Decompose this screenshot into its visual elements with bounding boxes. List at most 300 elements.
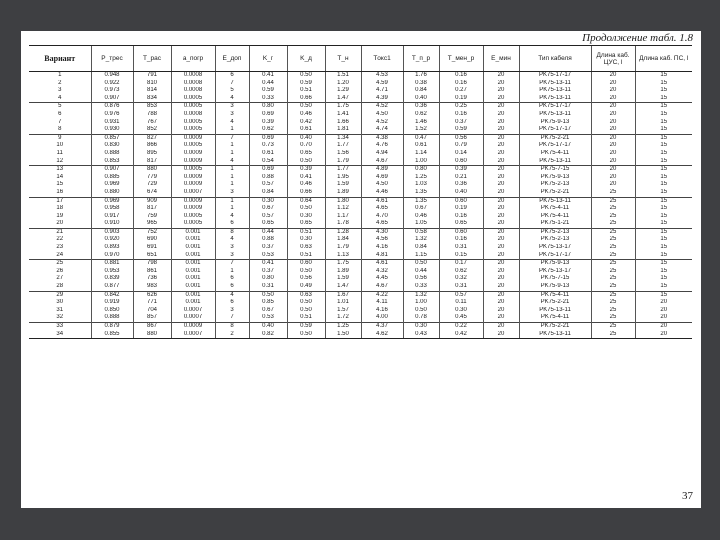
table-cell: 0.917 bbox=[91, 213, 133, 221]
table-cell: 1 bbox=[215, 126, 249, 134]
table-cell: PK75-4-11 bbox=[519, 213, 591, 221]
table-cell: 15 bbox=[635, 142, 692, 150]
table-cell: 0.33 bbox=[403, 283, 439, 291]
table-cell: 20 bbox=[483, 323, 519, 331]
table-cell: 0.001 bbox=[171, 299, 215, 307]
table-cell: 20 bbox=[635, 323, 692, 331]
table-cell: 0.888 bbox=[91, 314, 133, 322]
table-row bbox=[29, 166, 692, 174]
table-cell: 0.0005 bbox=[171, 95, 215, 103]
table-cell: 0.56 bbox=[439, 134, 483, 142]
table-cell: 28 bbox=[56, 283, 64, 290]
table-cell: 0.62 bbox=[403, 111, 439, 119]
table-row bbox=[29, 236, 692, 244]
table-cell: PK75-4-11 bbox=[519, 314, 591, 322]
table-cell: 15 bbox=[635, 189, 692, 197]
table-cell: 20 bbox=[591, 72, 635, 80]
table-cell: 6 bbox=[215, 72, 249, 80]
table-cell: 20 bbox=[635, 307, 692, 315]
table-cell: 20 bbox=[591, 87, 635, 95]
table-cell: 8 bbox=[215, 323, 249, 331]
table-cell: 0.50 bbox=[403, 260, 439, 268]
table-cell: 1.79 bbox=[325, 158, 361, 166]
table-cell: 20 bbox=[635, 331, 692, 339]
column-header: T_рас bbox=[133, 46, 171, 72]
table-cell: 0.82 bbox=[249, 331, 287, 339]
table-cell: 1.51 bbox=[325, 72, 361, 80]
table-cell: 0.14 bbox=[439, 150, 483, 158]
table-cell: 0.69 bbox=[249, 166, 287, 174]
table-cell: 20 bbox=[591, 80, 635, 88]
table-cell: 0.0009 bbox=[171, 205, 215, 213]
table-row bbox=[29, 134, 692, 142]
table-cell: 4.45 bbox=[361, 275, 403, 283]
table-cell: 0.16 bbox=[439, 72, 483, 80]
table-cell: 3 bbox=[215, 103, 249, 111]
table-cell: 0.953 bbox=[91, 268, 133, 276]
table-cell: 25 bbox=[591, 189, 635, 197]
table-cell: 4.11 bbox=[361, 299, 403, 307]
table-cell: 3 bbox=[215, 111, 249, 119]
table-cell: 0.51 bbox=[287, 252, 325, 260]
table-cell: 0.84 bbox=[249, 189, 287, 197]
table-cell: 866 bbox=[133, 142, 171, 150]
table-cell: 3 bbox=[58, 87, 62, 94]
table-cell: 15 bbox=[635, 252, 692, 260]
table-cell: 0.0008 bbox=[171, 72, 215, 80]
table-cell: 20 bbox=[483, 314, 519, 322]
table-cell: 4.69 bbox=[361, 174, 403, 182]
table-cell: 4.22 bbox=[361, 291, 403, 299]
table-cell: 20 bbox=[483, 174, 519, 182]
table-cell: 4.52 bbox=[361, 119, 403, 127]
table-cell: 0.0008 bbox=[171, 111, 215, 119]
table-cell: 4.70 bbox=[361, 213, 403, 221]
table-cell: 25 bbox=[591, 244, 635, 252]
table-cell: 0.0007 bbox=[171, 307, 215, 315]
table-cell: 15 bbox=[635, 213, 692, 221]
table-cell: 0.16 bbox=[439, 80, 483, 88]
table-cell: 20 bbox=[483, 252, 519, 260]
table-cell: 0.919 bbox=[91, 299, 133, 307]
table-cell: 1.01 bbox=[325, 299, 361, 307]
table-cell: 674 bbox=[133, 189, 171, 197]
table-cell: 0.001 bbox=[171, 252, 215, 260]
table-cell: 20 bbox=[483, 80, 519, 88]
table-cell: 4 bbox=[215, 95, 249, 103]
table-cell: 0.44 bbox=[249, 228, 287, 236]
table-cell: 4.30 bbox=[361, 228, 403, 236]
table-cell: 1.05 bbox=[403, 220, 439, 228]
table-cell: 0.001 bbox=[171, 236, 215, 244]
table-cell: 791 bbox=[133, 72, 171, 80]
table-cell: 0.59 bbox=[249, 87, 287, 95]
table-cell: 1.25 bbox=[403, 174, 439, 182]
table-cell: 25 bbox=[591, 299, 635, 307]
table-cell: 0.931 bbox=[91, 119, 133, 127]
table-cell: 0.930 bbox=[91, 126, 133, 134]
table-cell: PK75-4-11 bbox=[519, 150, 591, 158]
table-cell: 0.16 bbox=[439, 213, 483, 221]
table-cell: 0.54 bbox=[249, 158, 287, 166]
table-cell: 0.40 bbox=[403, 95, 439, 103]
table-cell: 1.76 bbox=[403, 72, 439, 80]
table-cell: 1.12 bbox=[325, 205, 361, 213]
table-cell: 0.0005 bbox=[171, 126, 215, 134]
table-cell: 0.842 bbox=[91, 291, 133, 299]
table-cell: 0.88 bbox=[249, 174, 287, 182]
table-cell: 0.47 bbox=[403, 134, 439, 142]
table-cell: 25 bbox=[591, 314, 635, 322]
table-cell: 0.80 bbox=[403, 166, 439, 174]
table-cell: 25 bbox=[591, 268, 635, 276]
table-cell: 7 bbox=[215, 314, 249, 322]
table-cell: 0.830 bbox=[91, 142, 133, 150]
table-cell: 6 bbox=[215, 299, 249, 307]
table-cell: 23 bbox=[56, 244, 64, 251]
table-cell: 4.62 bbox=[361, 331, 403, 339]
table-cell: 25 bbox=[591, 291, 635, 299]
table-cell: 20 bbox=[483, 95, 519, 103]
table-cell: 788 bbox=[133, 111, 171, 119]
table-cell: 20 bbox=[483, 307, 519, 315]
column-header: T_мен_р bbox=[439, 46, 483, 72]
table-cell: 0.30 bbox=[287, 213, 325, 221]
table-cell: 20 bbox=[483, 142, 519, 150]
table-cell: 4.50 bbox=[361, 111, 403, 119]
table-cell: 1 bbox=[215, 268, 249, 276]
table-cell: 798 bbox=[133, 260, 171, 268]
table-cell: 0.66 bbox=[287, 189, 325, 197]
table-cell: 0.66 bbox=[287, 95, 325, 103]
table-cell: 20 bbox=[483, 134, 519, 142]
table-cell: 4.32 bbox=[361, 268, 403, 276]
table-cell: 20 bbox=[483, 111, 519, 119]
table-cell: 0.60 bbox=[439, 158, 483, 166]
table-cell: 1.95 bbox=[325, 174, 361, 182]
table-cell: 25 bbox=[591, 275, 635, 283]
column-header: T_п_р bbox=[403, 46, 439, 72]
table-cell: 1.77 bbox=[325, 166, 361, 174]
table-cell: 857 bbox=[133, 314, 171, 322]
table-cell: 4.76 bbox=[361, 142, 403, 150]
table-cell: 867 bbox=[133, 323, 171, 331]
table-cell: 15 bbox=[635, 119, 692, 127]
table-cell: 4 bbox=[58, 94, 62, 101]
table-cell: 0.876 bbox=[91, 103, 133, 111]
table-cell: 729 bbox=[133, 181, 171, 189]
table-cell: 0.0005 bbox=[171, 103, 215, 111]
table-cell: 20 bbox=[591, 166, 635, 174]
table-row bbox=[29, 174, 692, 182]
table-cell: 0.0005 bbox=[171, 119, 215, 127]
table-cell: PK75-1-21 bbox=[519, 220, 591, 228]
table-cell: 15 bbox=[635, 126, 692, 134]
table-cell: 8 bbox=[58, 126, 62, 133]
table-cell: 0.64 bbox=[287, 197, 325, 205]
table-cell: 691 bbox=[133, 244, 171, 252]
table-cell: 0.84 bbox=[403, 244, 439, 252]
table-cell: 0.0009 bbox=[171, 323, 215, 331]
table-cell: 20 bbox=[483, 72, 519, 80]
table-cell: 0.50 bbox=[287, 268, 325, 276]
table-row bbox=[29, 72, 692, 80]
table-row bbox=[29, 291, 692, 299]
table-cell: 7 bbox=[215, 260, 249, 268]
table-cell: 0.857 bbox=[91, 134, 133, 142]
table-cell: 20 bbox=[483, 236, 519, 244]
table-cell: 4.74 bbox=[361, 126, 403, 134]
table-cell: 3 bbox=[215, 252, 249, 260]
table-cell: PK75-2-21 bbox=[519, 189, 591, 197]
table-cell: 15 bbox=[635, 244, 692, 252]
table-cell: 0.16 bbox=[439, 236, 483, 244]
table-cell: 0.0007 bbox=[171, 189, 215, 197]
table-cell: 20 bbox=[591, 95, 635, 103]
table-cell: PK75-13-11 bbox=[519, 158, 591, 166]
table-cell: 880 bbox=[133, 331, 171, 339]
table-cell: 0.850 bbox=[91, 307, 133, 315]
table-row bbox=[29, 95, 692, 103]
table-cell: 1.35 bbox=[403, 189, 439, 197]
table-row bbox=[29, 189, 692, 197]
table-cell: 1.59 bbox=[325, 275, 361, 283]
column-header: Тип кабеля bbox=[519, 46, 591, 72]
table-cell: 4 bbox=[215, 158, 249, 166]
table-cell: 0.51 bbox=[287, 228, 325, 236]
column-header: a_погр bbox=[171, 46, 215, 72]
table-cell: 4.67 bbox=[361, 158, 403, 166]
table-cell: 0.41 bbox=[287, 174, 325, 182]
table-cell: 0.907 bbox=[91, 95, 133, 103]
table-cell: 25 bbox=[591, 260, 635, 268]
column-header: Вариант bbox=[29, 46, 91, 72]
table-cell: 0.79 bbox=[439, 142, 483, 150]
table-cell: 0.001 bbox=[171, 228, 215, 236]
table-cell: 1.20 bbox=[325, 80, 361, 88]
table-cell: PK75-9-13 bbox=[519, 174, 591, 182]
table-cell: 0.17 bbox=[439, 260, 483, 268]
table-cell: PK75-7-15 bbox=[519, 166, 591, 174]
table-cell: 25 bbox=[591, 205, 635, 213]
table-row bbox=[29, 244, 692, 252]
table-cell: PK75-13-11 bbox=[519, 80, 591, 88]
table-cell: 20 bbox=[591, 181, 635, 189]
table-cell: 0.910 bbox=[91, 220, 133, 228]
table-cell: 752 bbox=[133, 228, 171, 236]
table-cell: 3 bbox=[215, 189, 249, 197]
table-cell: 10 bbox=[56, 142, 64, 149]
table-cell: 15 bbox=[635, 103, 692, 111]
table-cell: 626 bbox=[133, 291, 171, 299]
table-cell: 4.53 bbox=[361, 72, 403, 80]
table-cell: 4.16 bbox=[361, 244, 403, 252]
table-row bbox=[29, 228, 692, 236]
table-cell: 15 bbox=[635, 181, 692, 189]
table-cell: 25 bbox=[591, 220, 635, 228]
table-row bbox=[29, 299, 692, 307]
table-cell: 0.57 bbox=[439, 291, 483, 299]
table-cell: 0.37 bbox=[249, 268, 287, 276]
column-header: K_г bbox=[249, 46, 287, 72]
table-cell: 0.61 bbox=[249, 150, 287, 158]
table-cell: 0.60 bbox=[439, 197, 483, 205]
column-header: E_доп bbox=[215, 46, 249, 72]
table-cell: 0.41 bbox=[249, 72, 287, 80]
table-cell: PK75-2-13 bbox=[519, 181, 591, 189]
table-cell: 8 bbox=[215, 228, 249, 236]
table-row bbox=[29, 252, 692, 260]
table-cell: 0.50 bbox=[287, 331, 325, 339]
table-cell: 0.41 bbox=[249, 260, 287, 268]
table-cell: 0.65 bbox=[439, 220, 483, 228]
column-header: Tокс1 bbox=[361, 46, 403, 72]
table-cell: 20 bbox=[635, 314, 692, 322]
table-cell: 0.40 bbox=[249, 323, 287, 331]
table-cell: 1.29 bbox=[325, 87, 361, 95]
table-cell: 1 bbox=[215, 174, 249, 182]
table-cell: 1 bbox=[215, 142, 249, 150]
table-cell: 1.00 bbox=[403, 158, 439, 166]
table-cell: 25 bbox=[591, 307, 635, 315]
table-cell: 20 bbox=[483, 228, 519, 236]
table-cell: 15 bbox=[635, 158, 692, 166]
table-cell: 0.948 bbox=[91, 72, 133, 80]
table-cell: 0.80 bbox=[249, 275, 287, 283]
table-cell: 20 bbox=[483, 268, 519, 276]
table-cell: 6 bbox=[215, 275, 249, 283]
table-row bbox=[29, 314, 692, 322]
table-cell: 827 bbox=[133, 134, 171, 142]
table-cell: 20 bbox=[56, 220, 64, 227]
table-cell: 4 bbox=[215, 236, 249, 244]
table-cell: 1.35 bbox=[403, 197, 439, 205]
column-header: P_трес bbox=[91, 46, 133, 72]
table-cell: 0.19 bbox=[439, 205, 483, 213]
table-cell: 6 bbox=[215, 283, 249, 291]
table-cell: 0.0009 bbox=[171, 158, 215, 166]
table-cell: PK75-13-11 bbox=[519, 331, 591, 339]
table-cell: 4.65 bbox=[361, 205, 403, 213]
table-cell: PK75-13-17 bbox=[519, 244, 591, 252]
table-cell: 0.15 bbox=[439, 252, 483, 260]
table-cell: 20 bbox=[483, 150, 519, 158]
table-cell: 0.969 bbox=[91, 181, 133, 189]
table-row bbox=[29, 283, 692, 291]
table-cell: 0.37 bbox=[249, 244, 287, 252]
table-cell: 1 bbox=[215, 205, 249, 213]
table-cell: 0.001 bbox=[171, 268, 215, 276]
table-cell: 0.0007 bbox=[171, 314, 215, 322]
table-cell: 0.50 bbox=[287, 158, 325, 166]
table-cell: 1.75 bbox=[325, 260, 361, 268]
table-cell: 0.56 bbox=[403, 275, 439, 283]
table-cell: 13 bbox=[29, 166, 91, 174]
table-cell: 20 bbox=[483, 197, 519, 205]
table-cell: 15 bbox=[635, 236, 692, 244]
table-cell: PK75-13-11 bbox=[519, 87, 591, 95]
table-cell: 25 bbox=[591, 197, 635, 205]
table-row bbox=[29, 323, 692, 331]
table-cell: PK75-4-11 bbox=[519, 205, 591, 213]
table-cell: 1.89 bbox=[325, 268, 361, 276]
table-cell: 0.31 bbox=[439, 283, 483, 291]
table-cell: 4.46 bbox=[361, 189, 403, 197]
table-cell: 25 bbox=[591, 283, 635, 291]
table-cell: 0.16 bbox=[439, 111, 483, 119]
table-cell: 4.71 bbox=[361, 87, 403, 95]
table-cell: 0.67 bbox=[249, 205, 287, 213]
table-cell: 15 bbox=[635, 72, 692, 80]
table-cell: 0.0005 bbox=[171, 166, 215, 174]
table-cell: PK75-17-17 bbox=[519, 252, 591, 260]
table-row bbox=[29, 275, 692, 283]
table-cell: 6 bbox=[215, 220, 249, 228]
table-cell: 771 bbox=[133, 299, 171, 307]
table-cell: 0.78 bbox=[403, 314, 439, 322]
table-cell: 18 bbox=[56, 205, 64, 212]
table-cell: 15 bbox=[635, 283, 692, 291]
table-cell: 0.879 bbox=[91, 323, 133, 331]
table-cell: PK75-17-17 bbox=[519, 103, 591, 111]
table-cell: 4.81 bbox=[361, 252, 403, 260]
table-cell: 4 bbox=[215, 213, 249, 221]
table-cell: 15 bbox=[635, 291, 692, 299]
table-cell: 736 bbox=[133, 275, 171, 283]
table-cell: 0.970 bbox=[91, 252, 133, 260]
table-cell: 1 bbox=[215, 197, 249, 205]
table-cell: 0.30 bbox=[403, 323, 439, 331]
table-cell: 0.21 bbox=[439, 174, 483, 182]
table-cell: PK75-17-17 bbox=[519, 142, 591, 150]
table-cell: 0.0008 bbox=[171, 87, 215, 95]
table-cell: 20 bbox=[483, 220, 519, 228]
table-cell: 31 bbox=[56, 306, 64, 313]
table-cell: 4.52 bbox=[361, 103, 403, 111]
table-cell: PK75-13-11 bbox=[519, 95, 591, 103]
table-cell: 817 bbox=[133, 158, 171, 166]
table-cell: 0.63 bbox=[287, 291, 325, 299]
table-cell: 1.28 bbox=[325, 228, 361, 236]
table-cell: 0.920 bbox=[91, 236, 133, 244]
table-cell: 30 bbox=[56, 299, 64, 306]
table-cell: 0.67 bbox=[403, 205, 439, 213]
table-cell: 0.73 bbox=[249, 142, 287, 150]
table-cell: 20 bbox=[483, 260, 519, 268]
table-cell: 853 bbox=[133, 103, 171, 111]
table-cell: 15 bbox=[635, 87, 692, 95]
table-cell: 0.922 bbox=[91, 80, 133, 88]
table-cell: 0.46 bbox=[287, 111, 325, 119]
table-cell: 0.0009 bbox=[171, 150, 215, 158]
table-cell: 0.0009 bbox=[171, 174, 215, 182]
table-cell: 0.39 bbox=[249, 119, 287, 127]
table-cell: 0.44 bbox=[403, 268, 439, 276]
table-cell: 0.0009 bbox=[171, 197, 215, 205]
table-cell: 20 bbox=[591, 119, 635, 127]
table-cell: 3 bbox=[215, 307, 249, 315]
table-cell: 20 bbox=[591, 158, 635, 166]
table-cell: 20 bbox=[591, 103, 635, 111]
table-cell: PK75-2-21 bbox=[519, 299, 591, 307]
table-cell: 0.31 bbox=[439, 244, 483, 252]
table-cell: 11 bbox=[56, 149, 63, 156]
table-cell: 0.001 bbox=[171, 244, 215, 252]
table-cell: 0.50 bbox=[287, 299, 325, 307]
table-cell: 0.61 bbox=[287, 126, 325, 134]
table-cell: 29 bbox=[29, 291, 91, 299]
table-cell: 0.50 bbox=[287, 103, 325, 111]
